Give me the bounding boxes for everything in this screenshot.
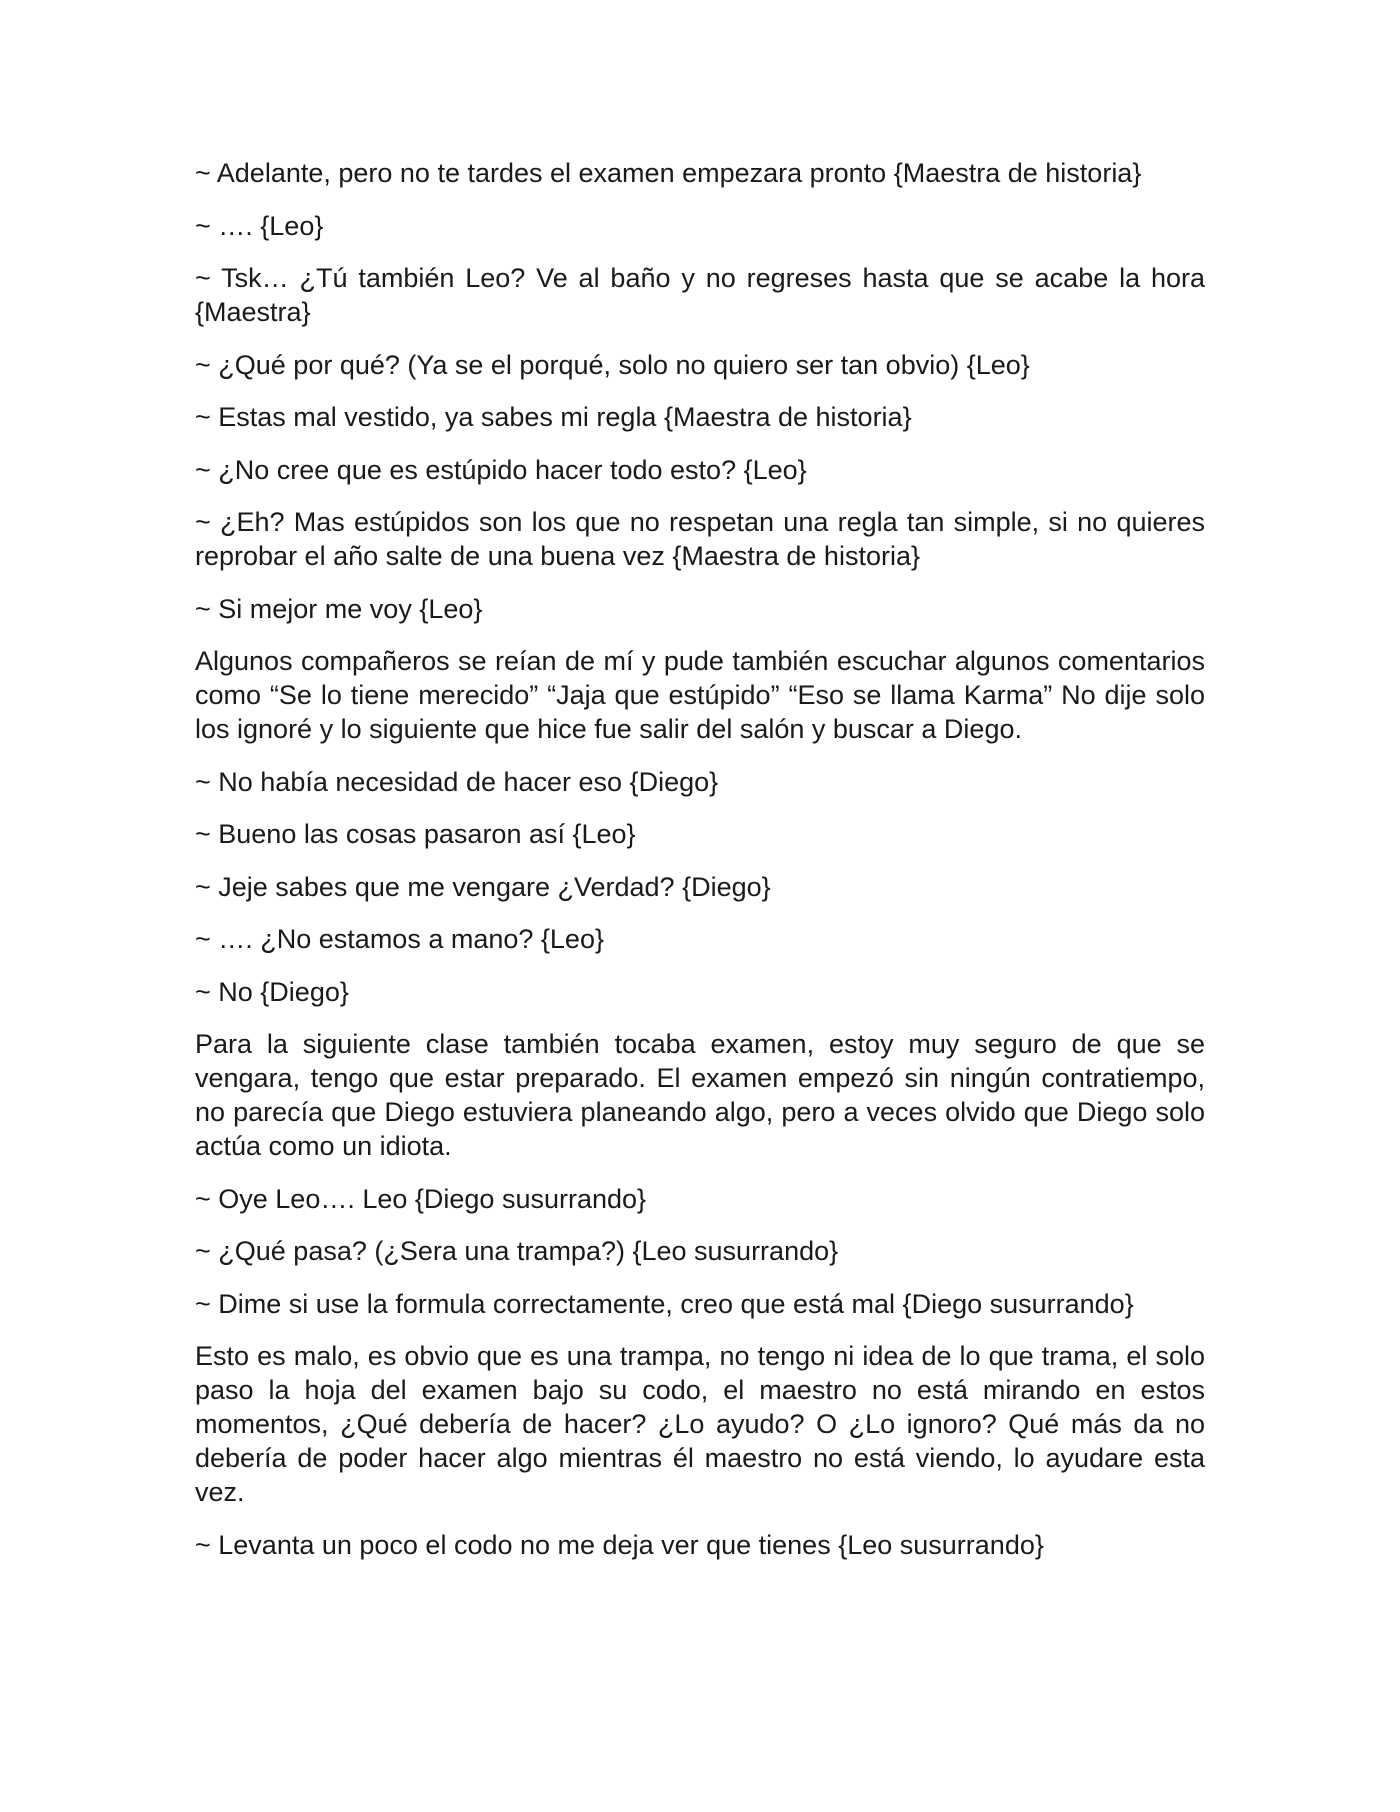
dialogue-line: ~ Oye Leo…. Leo {Diego susurrando} <box>195 1183 647 1214</box>
narrative-paragraph: Algunos compañeros se reían de mí y pude también escuchar algunos comentarios como “Se lo tiene merecido” “Jaja que estúpido” “Eso se llama Karma” No dije solo los ignoré y lo siguiente que hice fue salir del salón y buscar a Diego. <box>195 646 1205 744</box>
dialogue-line: ~ Levanta un poco el codo no me deja ver que tienes {Leo susurrando} <box>195 1529 1044 1560</box>
dialogue-line: ~ No {Diego} <box>195 976 349 1007</box>
dialogue-line: ~ ¿Eh? Mas estúpidos son los que no respetan una regla tan simple, si no quieres reprobar el año salte de una buena vez {Maestra de historia} <box>195 507 1205 571</box>
dialogue-line: ~ Dime si use la formula correctamente, creo que está mal {Diego susurrando} <box>195 1288 1134 1319</box>
dialogue-line: ~ ¿Qué pasa? (¿Sera una trampa?) {Leo susurrando} <box>195 1236 839 1266</box>
dialogue-line: ~ No había necesidad de hacer eso {Diego} <box>195 766 719 797</box>
dialogue-line: ~ Bueno las cosas pasaron así {Leo} <box>195 819 636 849</box>
narrative-paragraph: Esto es malo, es obvio que es una trampa, no tengo ni idea de lo que trama, el solo paso la hoja del examen bajo su codo, el maestro no está mirando en estos momentos, ¿Qué debería de hacer? ¿Lo ayudo? O ¿Lo ignoro? Qué más da no debería de poder hacer algo mientras él maestro no está viendo, lo ayudare esta vez. <box>195 1341 1205 1507</box>
narrative-paragraph: Para la siguiente clase también tocaba examen, estoy muy seguro de que se vengara, tengo que estar preparado. El examen empezó sin ningún contratiempo, no parecía que Diego estuviera planeando algo, pero a veces olvido que Diego solo actúa como un idiota. <box>195 1029 1205 1161</box>
document-page <box>195 156 1205 1580</box>
dialogue-line: ~ ¿No cree que es estúpido hacer todo esto? {Leo} <box>195 454 807 485</box>
dialogue-line: ~ ¿Qué por qué? (Ya se el porqué, solo no quiero ser tan obvio) {Leo} <box>195 349 1030 380</box>
dialogue-line: ~ …. {Leo} <box>195 210 324 241</box>
dialogue-line: ~ Tsk… ¿Tú también Leo? Ve al baño y no regreses hasta que se acabe la hora {Maestra} <box>195 263 1205 327</box>
dialogue-line: ~ Si mejor me voy {Leo} <box>195 593 483 624</box>
dialogue-line: ~ Jeje sabes que me vengare ¿Verdad? {Diego} <box>195 871 771 902</box>
dialogue-line: ~ …. ¿No estamos a mano? {Leo} <box>195 924 604 954</box>
dialogue-line: ~ Adelante, pero no te tardes el examen empezara pronto {Maestra de historia} <box>195 158 1142 188</box>
dialogue-line: ~ Estas mal vestido, ya sabes mi regla {Maestra de historia} <box>195 402 912 432</box>
